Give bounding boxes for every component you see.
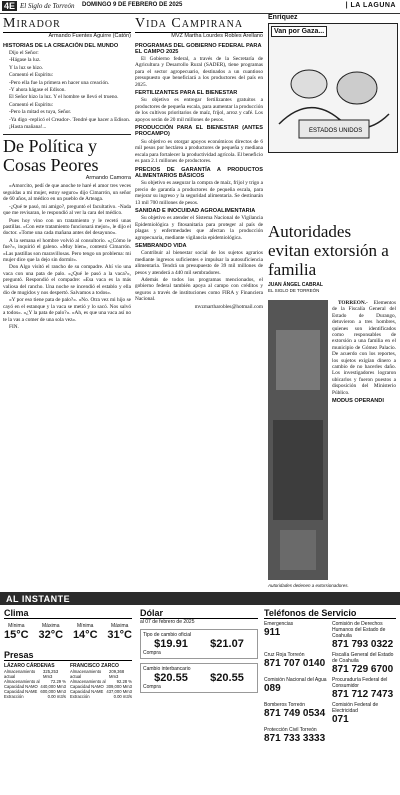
campirana-body <box>135 56 263 576</box>
telefonos-title: Teléfonos de Servicio <box>264 608 396 619</box>
campirana-subhead: FERTILIZANTES PARA EL BIENESTAR <box>135 90 238 97</box>
mirador-line: -Y ahora hágase el Edison. <box>9 87 66 94</box>
presa-label: Extracción <box>70 694 90 699</box>
campirana-paragraph: Contribuir al bienestar social de los sujetos agrarios mediante ingresos suficientes e impulsar la autosuficiencia alimentaria. Tendrá un presupuesto de 39 mil millones de pesos y atenderá a 440 mil sembradores. <box>135 250 263 276</box>
telefono-item <box>264 727 328 744</box>
mirador-line: -Pero la mitad es tuya, Señor. <box>9 109 72 116</box>
politica-paragraph: -¿Qué te pasó, mi amigo?, preguntó el facultativo. -Nada que me revisaran, le respondió al ver la cara del médico. <box>3 203 131 217</box>
politica-paragraph: «Amorcito, pedí de que anoche te haré el amor tres veces seguidas a mi mujer, estoy seguro» dijo Cimarrón, un señor de 60 años, al médico en un pueblo de Arteaga. <box>3 183 131 203</box>
presa-left-rows <box>4 669 66 699</box>
campirana-headline: PROGRAMAS DEL GOBIERNO FEDERAL PARA EL CAMPO 2025 <box>135 43 262 55</box>
telefono-name: Protección Civil Torreón <box>264 727 317 733</box>
telefono-item <box>264 677 328 700</box>
newspaper-name: El Siglo de Torreón <box>20 2 75 10</box>
clima-label: Máxima <box>42 623 60 629</box>
presas-title: Presas <box>4 650 132 661</box>
section-name: | LA LAGUNA <box>345 2 396 9</box>
presa-value: 92.28 % <box>116 679 132 684</box>
mirador-line: -Pero ella fue la primera en hacer una creación. <box>9 79 110 86</box>
cartoon <box>268 23 398 153</box>
extorsion-story <box>268 222 396 293</box>
campirana-author: MVZ Martha Lourdes Robles Arellano <box>171 33 263 39</box>
telefono-number: 089 <box>264 683 281 694</box>
issue-date: DOMINGO 9 DE FEBRERO DE 2025 <box>82 2 183 8</box>
story-photo <box>268 300 328 580</box>
clima-item <box>73 623 98 641</box>
dolar-values <box>143 672 255 684</box>
presa-label: Capacidad NAME <box>4 689 38 694</box>
presa-row <box>70 694 132 699</box>
mirador-line: El Señor hizo la luz. Y el hombre se llevó el trueno. <box>9 94 119 101</box>
clima-values <box>4 623 132 641</box>
extorsion-text: Elementos de la Fiscalía General del Estado de Durango, detuvieron a tres hombres, quienes son identificados como responsables de extorsión a una familia en el municipio de Gómez Palacio. De acuerdo con los reportes, los sujetos exigían dinero a cambio de no hacerles daño. Los investigadores lograron ubicarlos y fueron puestos a disposición del Ministerio Público. <box>332 300 396 396</box>
telefono-name: Comisión Nacional del Agua <box>264 677 327 683</box>
mirador-author: Armando Fuentes Aguirre (Catón) <box>48 33 131 39</box>
extorsion-author: JUAN ÁNGEL CABRAL <box>268 282 323 288</box>
politica-paragraph: «Y por eso tiene pata de palo?». «No. Otra vez mi hijo se cayó en el estanque y la vaca se metió y lo sacó. Nos salvó a todos». «¿Y la pata de palo?». «Ah, es que una vaca así no te la vas a comer de una sola vez». <box>3 297 131 323</box>
telefono-item <box>332 652 396 675</box>
telefono-number: 911 <box>264 627 281 638</box>
telefono-item <box>332 702 396 725</box>
campirana-email: mvzmartharobles@hotmail.com <box>194 303 263 310</box>
presa-value: 600,000 Mm3 <box>40 689 66 694</box>
campirana-subhead: PRECIOS DE GARANTÍA A PRODUCTOS ALIMENTARIOS BÁSICOS <box>135 166 263 179</box>
dolar-row <box>140 629 258 659</box>
dolar-sub: Cambio interbancario <box>143 666 191 672</box>
clima-value: 32°C <box>38 629 64 641</box>
telefono-name: Cruz Roja Torreón <box>264 652 305 658</box>
mirador-line: Y la luz se hizo. <box>9 64 44 71</box>
telefonos-block <box>264 608 396 744</box>
campirana-paragraph: Su objetivo es otorgar apoyos económicos directos de 6 mil pesos por hectárea a productores de pequeña y mediana escala para fortalecer la productividad agrícola. El beneficio es para 2.1 millones de productores. <box>135 138 263 165</box>
campirana-sections <box>135 90 263 276</box>
dolar-buy: $20.55 <box>154 672 188 684</box>
telefono-number: 871 729 6700 <box>332 664 394 675</box>
presa-label: Almacenamiento al <box>70 679 106 684</box>
politica-paragraph: A la semana el hombre volvió al consultorio. «¿Cómo le fue?», inquirió el galeno. «Muy bien», contestó Cimarrón. «Las pastillas son maravillosas. Pero tengo un problema: mi mujer dice que la dejo sin dormir». <box>3 237 131 263</box>
politica-paragraph: Don Algo visitó el rancho de su compadre. Ahí vio una vaca con una pata de palo. «¿Qué le pasó a la vaca?», preguntó. Respondió el compadre: «Esa vaca es la más valiosa del rancho. Una noche se incendió el establo y ella dio de mugidos y nos despertó. Salvamos a todos». <box>3 264 131 296</box>
mirador-line: -Hágase la luz. <box>9 57 41 64</box>
dolar-sub: Tipo de cambio oficial <box>143 632 192 638</box>
politica-author: Armando Camorra <box>85 175 131 182</box>
photo-image <box>268 300 328 580</box>
presa-row <box>4 694 66 699</box>
campirana-subhead: SEMBRANDO VIDA <box>135 242 187 249</box>
presa-label: Capacidad NAMO <box>70 684 104 689</box>
telefono-name: Comisión de Derechos Humanos del Estado de Coahuila <box>332 621 386 639</box>
page-number: 4E <box>4 1 16 11</box>
dolar-row <box>140 663 258 693</box>
telefonos-list <box>264 619 396 744</box>
presa-right-rows <box>70 669 132 699</box>
mirador-column <box>3 16 131 563</box>
campirana-column <box>135 16 263 576</box>
dolar-sell: $20.55 <box>210 672 244 684</box>
clima-label: Mínima <box>8 623 25 629</box>
presa-right <box>70 663 132 699</box>
telefono-number: 871 749 0534 <box>264 708 326 719</box>
campirana-intro: El Gobierno federal, a través de la Secretaría de Agricultura y Desarrollo Rural (SADER), tiene programas para el sector agropecuario, destinados a un cuantioso presupuesto que beneficiará a los productores del país en 2025. <box>135 56 263 88</box>
presa-value: 209,368 Mm3 <box>109 669 125 679</box>
clima-item <box>107 623 132 641</box>
politica-title: De Política y Cosas Peores <box>3 136 99 176</box>
presa-label: Extracción <box>4 694 24 699</box>
clima-block <box>4 608 132 641</box>
campirana-subhead: SANIDAD E INOCUIDAD AGROALIMENTARIA <box>135 207 256 214</box>
dolar-title: Dólar <box>140 608 258 619</box>
mirador-line: ¡Hasta mañana!... <box>9 124 47 131</box>
cartoon-caption: Van por Gaza... <box>271 26 327 37</box>
campirana-paragraph: Su objetivo es asegurar la compra de maíz, frijol y trigo a precio de garantía a productores de pequeña escala, para mejorar su ingreso y la seguridad alimentaria. Se destinarán 13 mil 700 millones de pesos. <box>135 180 263 206</box>
presa-value: 0.00 m3/s <box>113 694 132 699</box>
telefono-number: 871 707 0140 <box>264 658 326 669</box>
presa-label: Almacenamiento al <box>4 679 40 684</box>
telefono-name: Procuraduría Federal del Consumidor <box>332 677 388 689</box>
presa-value: 325,253 Mm3 <box>43 669 59 679</box>
campirana-paragraph: Su objetivo es entregar fertilizantes gratuitos a productores de pequeña escala, para aumentar la producción de los cultivos prioritarios de maíz, frijol, arroz y café. Los apoyos serán de 20 mil millones de pesos. <box>135 97 263 123</box>
dolar-rows <box>140 629 258 693</box>
clima-value: 14°C <box>72 629 98 641</box>
cartoon-drawing <box>269 24 397 152</box>
presa-left <box>4 663 66 699</box>
politica-paragraph: FIN. <box>9 324 19 330</box>
mirador-line: Comentó el Espíritu: <box>9 72 54 79</box>
clima-title: Clima <box>4 608 132 619</box>
politica-text <box>3 183 131 563</box>
extorsion-headline: Autoridades evitan extorsión a familia <box>268 222 389 279</box>
dolar-date: al 07 de febrero de 2025 <box>140 619 195 625</box>
telefono-item <box>332 621 396 650</box>
telefono-item <box>264 702 328 725</box>
clima-label: Máxima <box>110 623 129 629</box>
mirador-line: Dijo el Señor: <box>9 50 39 56</box>
telefono-name: Fiscalía General del Estado de Coahuila <box>332 652 394 664</box>
telefono-number: 071 <box>332 714 349 725</box>
presa-label: Capacidad NAME <box>70 689 104 694</box>
presa-row <box>4 669 66 679</box>
presa-value: 0.00 m3/s <box>47 694 66 699</box>
presa-right-name: FRANCISCO ZARCO <box>70 663 119 669</box>
al-instante-title: AL INSTANTE <box>6 594 71 604</box>
presa-label: Almacenamiento actual <box>70 669 102 679</box>
presa-value: 72.29 % <box>50 679 66 684</box>
clima-item <box>4 623 29 641</box>
dolar-label: Compra <box>143 650 161 656</box>
presa-left-name: LÁZARO CÁRDENAS <box>4 663 55 669</box>
extorsion-body <box>332 300 396 580</box>
presa-value: 440,000 Mm3 <box>40 684 66 689</box>
telefono-item <box>332 677 396 700</box>
clima-value: 15°C <box>4 629 29 641</box>
campirana-title: Vida Campirana <box>135 16 263 33</box>
dolar-label: Compra <box>143 684 161 690</box>
dolar-block <box>140 608 258 697</box>
mirador-line: -Ya digo -replicó el Creador-. Tendré que hacer a Edison. <box>9 116 131 123</box>
presa-value: 437,000 Mm3 <box>106 689 132 694</box>
divider <box>3 134 131 135</box>
presa-row <box>70 669 132 679</box>
telefono-item <box>264 621 328 650</box>
photo-caption: Autoridades detienen a extorsionadores. <box>268 583 349 588</box>
telefono-item <box>264 652 328 675</box>
telefono-number: 871 712 7473 <box>332 689 394 700</box>
extorsion-outlet: EL SIGLO DE TORREÓN <box>268 288 320 293</box>
extorsion-dateline: TORREÓN.- <box>338 300 368 306</box>
telefono-number: 871 733 3333 <box>264 733 326 744</box>
presa-label: Almacenamiento actual <box>4 669 36 679</box>
mirador-headline: HISTORIAS DE LA CREACIÓN DEL MUNDO <box>3 43 119 49</box>
politica-paragraph: Pues hoy vino con un tratamiento y le recetó unas pastillas. «Con este tratamiento funcionará mejor», le dijo el doctor. «Tome una cada mañana antes del desayuno». <box>3 217 131 237</box>
clima-label: Mínima <box>77 623 94 629</box>
telefono-number: 871 793 0322 <box>332 639 394 650</box>
campirana-subhead: PRODUCCIÓN PARA EL BIENESTAR (ANTES PROCAMPO) <box>135 125 263 138</box>
extorsion-sub: MODUS OPERANDI <box>332 398 384 405</box>
telefono-name: Emergencias <box>264 621 294 627</box>
mirador-text <box>3 50 131 130</box>
presa-label: Capacidad NAMO <box>4 684 38 689</box>
campirana-paragraph: Su objetivo es atender el Sistema Nacional de Vigilancia Epidemiológica y fitosanitaria para proteger al país de plagas y enfermedades que afectan la producción agropecuaria, mediante vigilancia epidemiológica. <box>135 215 263 241</box>
campirana-closing: Además de todos los programas mencionados, el gobierno federal también apoya al campo con créditos y seguros a través de instituciones como FIRA y Financiera Nacional. <box>135 277 263 303</box>
presa-value: 309,000 Mm3 <box>106 684 132 689</box>
telefono-name: Bomberos Torreón <box>264 702 306 708</box>
cartoon-author: Enríquez <box>268 14 298 21</box>
dolar-sell: $21.07 <box>210 638 244 650</box>
dolar-values <box>143 638 255 650</box>
mirador-title: Mirador <box>3 16 131 33</box>
presas-block <box>4 650 132 699</box>
clima-item <box>38 623 63 641</box>
mirador-line: Comentó el Espíritu: <box>9 101 54 108</box>
dolar-buy: $19.91 <box>154 638 188 650</box>
cartoon-tag: ESTADOS UNIDOS <box>309 128 363 134</box>
clima-value: 31°C <box>107 629 132 641</box>
telefono-name: Comisión Federal de Electricidad <box>332 702 379 714</box>
